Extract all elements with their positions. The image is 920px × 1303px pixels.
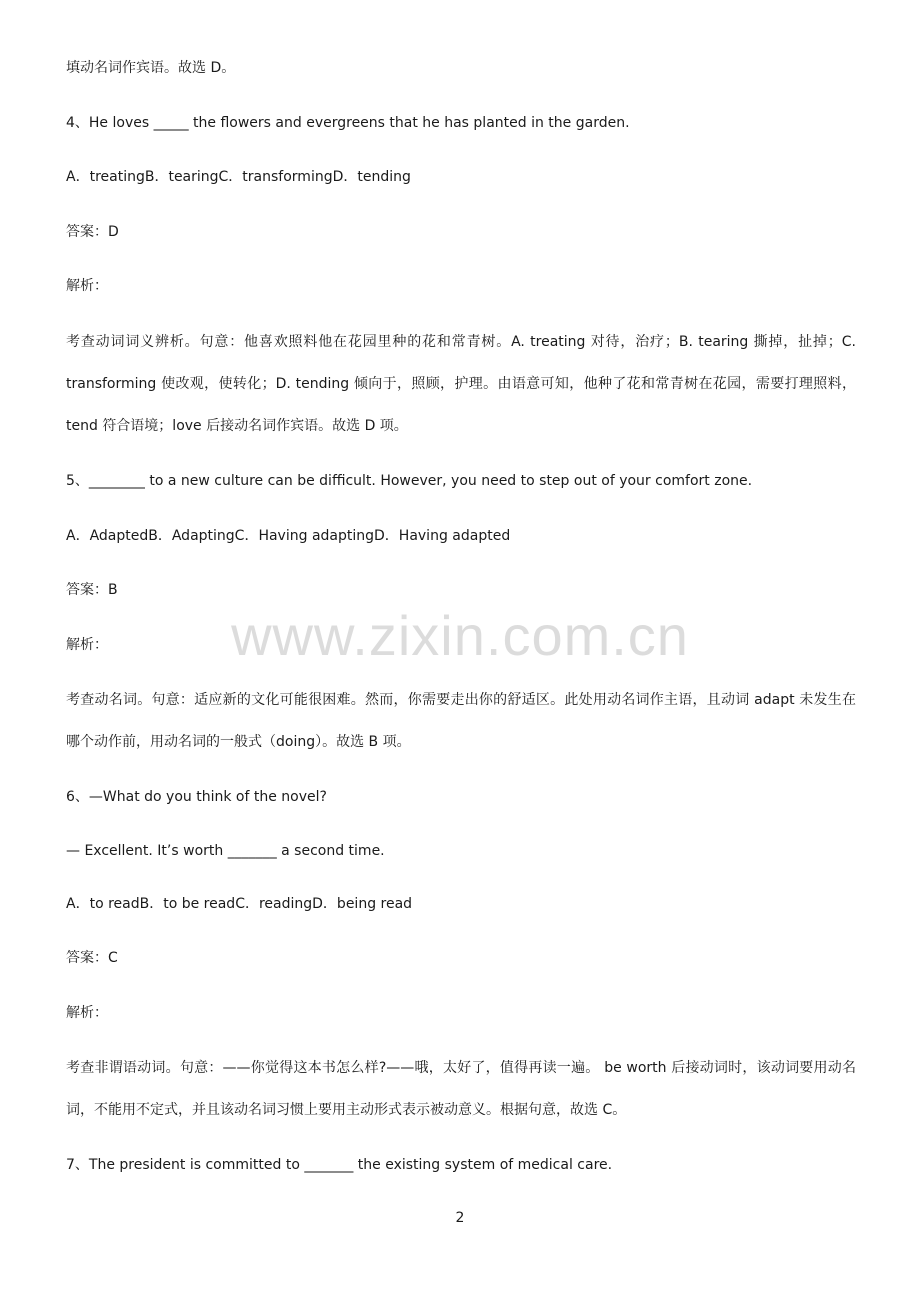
question-4-options: A．treatingB．tearingC．transformingD．tending (66, 169, 411, 185)
question-5-analysis: 考查动名词。句意：适应新的文化可能很困难。然而，你需要走出你的舒适区。此处用动名词作主语，且动词 adapt 未发生在哪个动作前，用动名词的一般式（doing）。故选 B 项。 (66, 692, 856, 750)
question-6-line-2: — Excellent. It’s worth _______ a second time. (66, 843, 385, 859)
question-6-line-1: 6、—What do you think of the novel? (66, 789, 327, 805)
question-6-analysis: 考查非谓语动词。句意：——你觉得这本书怎么样?——哦，太好了，值得再读一遍。 be worth 后接动词时，该动词要用动名词，不能用不定式，并且该动名词习惯上要用主动形式表示被动意义。根据句意，故选 C。 (66, 1060, 856, 1118)
page-number: 2 (455, 1210, 465, 1226)
question-5: 5、________ to a new culture can be difficult. However, you need to step out of your comfort zone. (66, 473, 753, 489)
question-7: 7、The president is committed to _______ the existing system of medical care. (66, 1157, 613, 1173)
question-6-options: A．to readB．to be readC．readingD．being read (66, 896, 413, 912)
question-4-analysis: 考查动词词义辨析。句意：他喜欢照料他在花园里种的花和常青树。A. treating 对待，治疗；B. tearing 撕掉，扯掉；C. transforming 使改观，使转化；D. tending 倾向于，照顾，护理。由语意可知，他种了花和常青树在花园，需要打理照料，tend 符合语境；love 后接动名词作宾语。故选 D 项。 (66, 334, 856, 434)
question-6-analysis-label: 解析： (66, 1005, 108, 1021)
q3-analysis-tail: 填动名词作宾语。故选 D。 (66, 60, 236, 76)
watermark: www.zixin.com.cn (231, 604, 689, 667)
question-6-answer: 答案：C (66, 950, 118, 966)
question-4: 4、He loves _____ the flowers and evergreens that he has planted in the garden. (66, 115, 630, 131)
question-4-answer: 答案：D (66, 224, 119, 240)
question-4-analysis-label: 解析： (66, 278, 108, 294)
question-5-analysis-label: 解析： (66, 637, 108, 653)
question-5-options: A．AdaptedB．AdaptingC．Having adaptingD．Having adapted (66, 528, 511, 544)
question-5-answer: 答案：B (66, 582, 118, 598)
